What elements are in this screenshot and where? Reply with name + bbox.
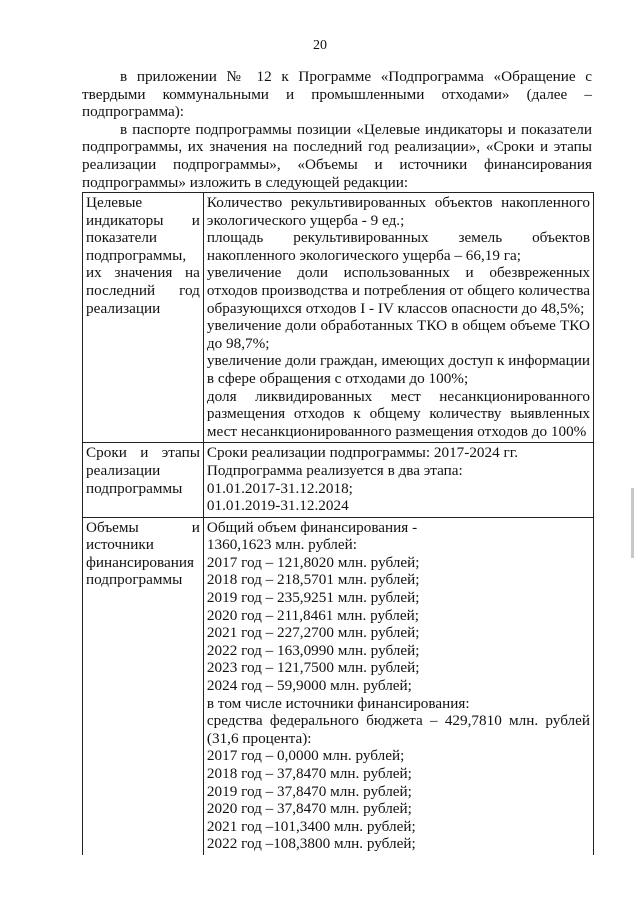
value-line: 2019 год – 37,8470 млн. рублей;	[206, 782, 412, 800]
value-line: 1360,1623 млн. рублей:	[206, 536, 357, 554]
value-line: увеличение доли граждан, имеющих доступ к информации в сфере обращения с отходами до 100%;	[206, 352, 590, 387]
table-row-terms	[83, 443, 594, 517]
row-value	[203, 517, 593, 855]
value-line: 2017 год – 0,0000 млн. рублей;	[206, 747, 405, 765]
value-line: 2019 год – 235,9251 млн. рублей;	[206, 589, 420, 607]
row-label: Целевые индикаторы и показатели подпрограммы, их значения на последний год реализации	[83, 193, 204, 443]
intro-paragraph-1: в приложении № 12 к Программе «Подпрограмма «Обращение с твердыми коммунальными и промышленными отходами» (далее – подпрограмма):	[82, 68, 592, 121]
passport-table	[82, 192, 594, 855]
row-label: Сроки и этапы реализации подпрограммы	[83, 443, 204, 517]
value-line: 2020 год – 37,8470 млн. рублей;	[206, 800, 412, 818]
value-line: 2020 год – 211,8461 млн. рублей;	[206, 606, 419, 624]
value-line: доля ликвидированных мест несанкционированного размещения отходов к общему количеству выявленных мест несанкционированного размещения отходов до 100%	[206, 387, 590, 440]
value-line: 2024 год – 59,9000 млн. рублей;	[206, 677, 412, 695]
value-line: в том числе источники финансирования:	[206, 694, 470, 712]
value-line: Общий объем финансирования -	[206, 518, 418, 536]
value-line: Сроки реализации подпрограммы: 2017-2024 гг.	[206, 444, 519, 462]
page-number: 20	[313, 38, 327, 53]
table-row-indicators	[83, 193, 594, 443]
intro-text	[82, 68, 592, 191]
value-line: площадь рекультивированных земель объектов накопленного экологического ущерба – 66,19 га;	[206, 229, 590, 264]
value-line: 2018 год – 218,5701 млн. рублей;	[206, 571, 420, 589]
row-value	[203, 443, 593, 517]
value-line: 2023 год – 121,7500 млн. рублей;	[206, 659, 420, 677]
row-value	[203, 193, 593, 443]
value-line: 01.01.2019-31.12.2024	[206, 497, 349, 515]
row-label: Объемы и источники финансирования подпрограммы	[83, 517, 204, 855]
value-line: 2022 год –108,3800 млн. рублей;	[206, 835, 416, 853]
value-line: увеличение доли использованных и обезвреженных отходов производства и потребления от общего количества образующихся отходов I - IV классов опасности до 48,5%;	[206, 264, 590, 317]
intro-paragraph-2: в паспорте подпрограммы позиции «Целевые индикаторы и показатели подпрограммы, их значения на последний год реализации», «Сроки и этапы реализации подпрограммы», «Объемы и источники финансирования подпрограммы» изложить в следующей редакции:	[82, 120, 592, 191]
value-line: 2021 год – 227,2700 млн. рублей;	[206, 624, 420, 642]
value-line: Подпрограмма реализуется в два этапа:	[206, 461, 463, 479]
value-line: увеличение доли обработанных ТКО в общем объеме ТКО до 98,7%;	[206, 317, 590, 352]
value-line: 01.01.2017-31.12.2018;	[206, 479, 353, 497]
scan-margin-mark	[631, 488, 634, 558]
value-line: средства федерального бюджета – 429,7810 млн. рублей (31,6 процента):	[206, 712, 590, 747]
value-line: 2022 год – 163,0990 млн. рублей;	[206, 641, 420, 659]
value-line: 2017 год – 121,8020 млн. рублей;	[206, 553, 420, 571]
value-line: Количество рекультивированных объектов накопленного экологического ущерба - 9 ед.;	[206, 194, 590, 229]
value-line: 2021 год –101,3400 млн. рублей;	[206, 817, 416, 835]
table-row-financing	[83, 517, 594, 855]
value-line: 2018 год – 37,8470 млн. рублей;	[206, 765, 412, 782]
